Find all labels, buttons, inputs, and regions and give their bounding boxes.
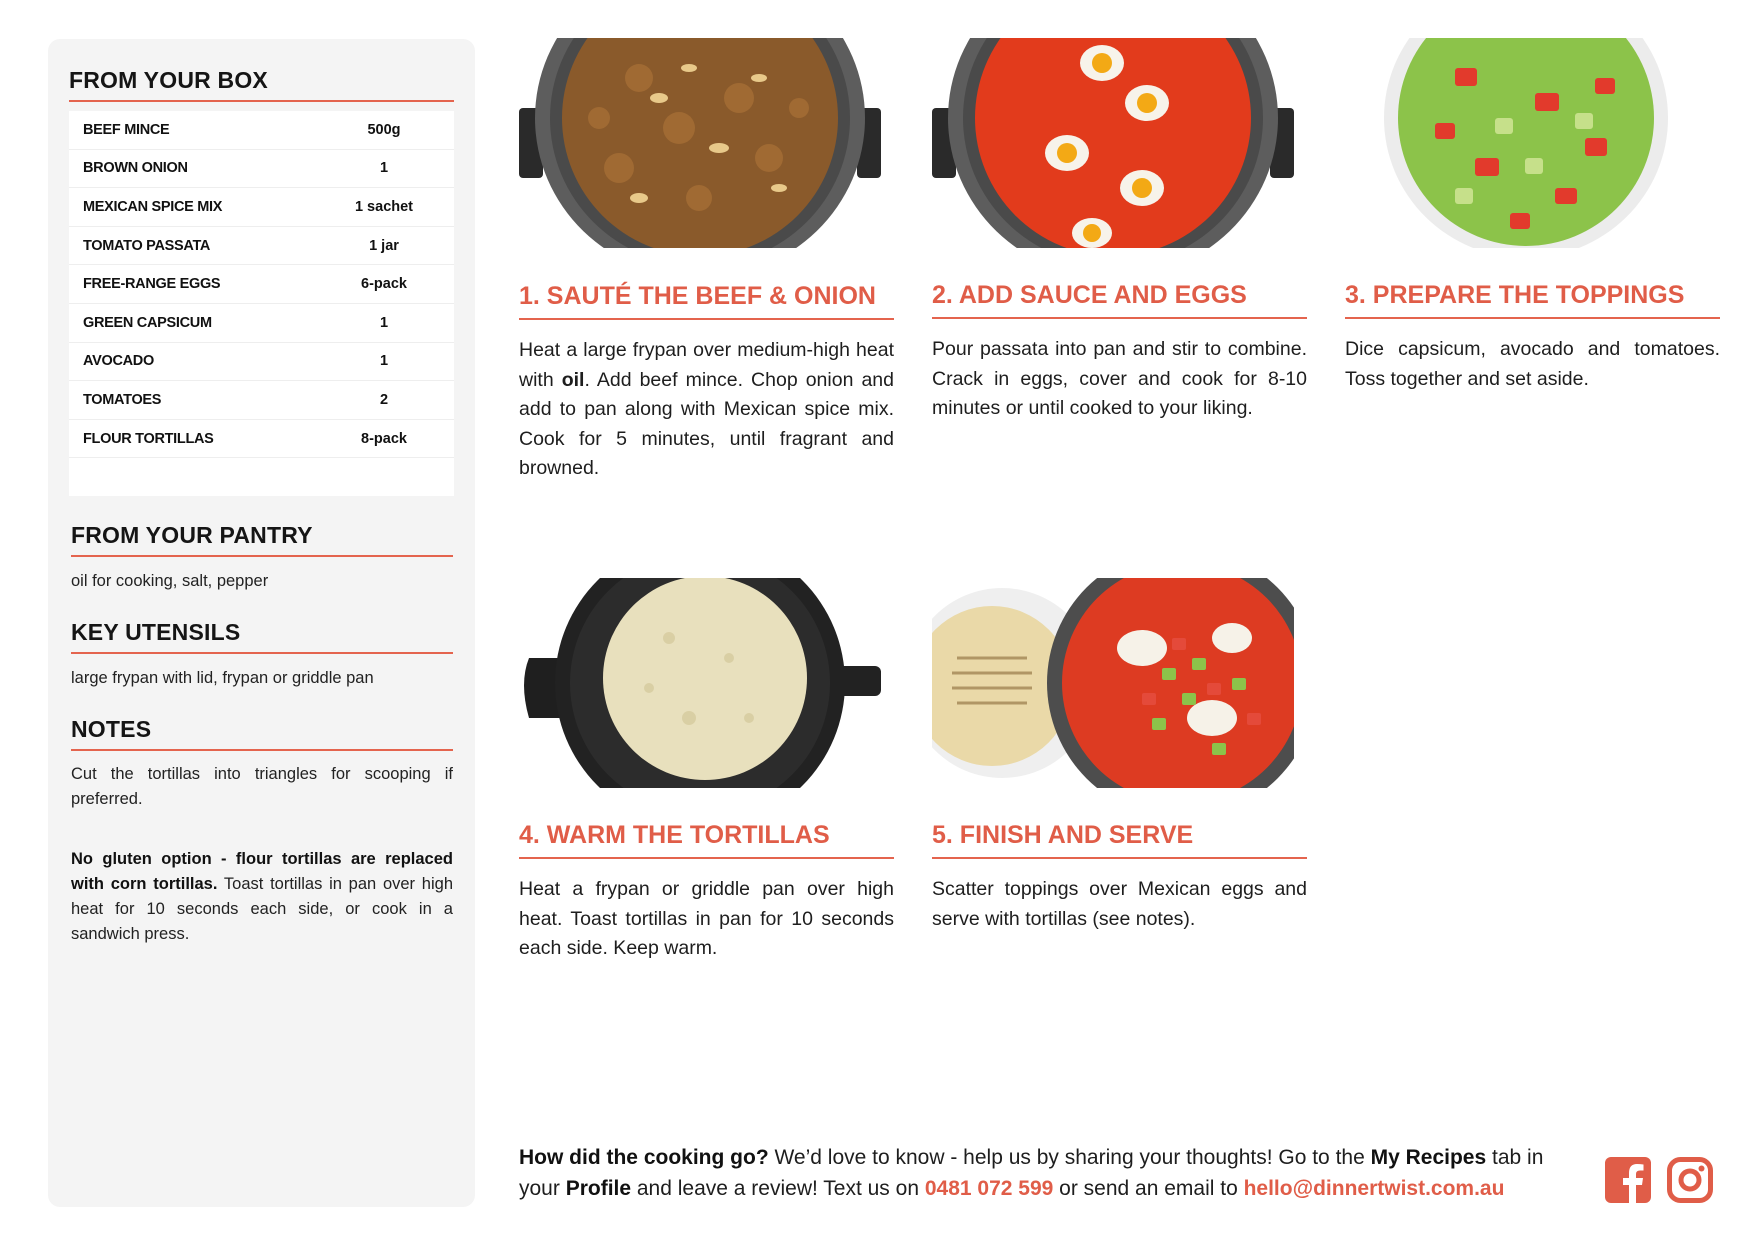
ingredient-name: MEXICAN SPICE MIX	[83, 198, 223, 215]
phone-link[interactable]: 0481 072 599	[924, 1177, 1054, 1200]
step-4-text: Heat a frypan or griddle pan over high heat. Toast tortillas in pan for 10 seconds each side. Keep warm.	[519, 878, 894, 959]
profile-link[interactable]: Profile	[565, 1177, 632, 1200]
table-row	[69, 343, 454, 382]
step-2-photo	[932, 38, 1294, 248]
step-4-photo	[519, 578, 881, 788]
footer-text-1: We’d love to know - help us by sharing your thoughts! Go to the	[768, 1146, 1371, 1169]
ingredient-qty: 6-pack	[361, 276, 407, 293]
notes-paragraph-1: Cut the tortillas into triangles for scooping if preferred.	[71, 765, 453, 808]
notes-rest: Toast tortillas in pan over high heat for 10 seconds each side, or cook in a sandwich press.	[71, 875, 453, 943]
step-3-photo	[1345, 38, 1707, 248]
footer-text-2: tab in your	[519, 1146, 1544, 1200]
table-row	[69, 381, 454, 420]
step-2-title: 2. ADD SAUCE AND EGGS	[932, 281, 1307, 319]
step-2-text: Pour passata into pan and stir to combine. Crack in eggs, cover and cook for 8-10 minutes or until cooked to your liking.	[932, 338, 1307, 419]
table-row	[69, 111, 454, 150]
utensils-title: KEY UTENSILS	[71, 619, 453, 654]
pantry-text: oil for cooking, salt, pepper	[71, 572, 269, 590]
ingredient-name: BEEF MINCE	[83, 121, 170, 138]
ingredients-table	[69, 111, 454, 496]
facebook-icon[interactable]	[1605, 1157, 1651, 1203]
ingredient-name: FLOUR TORTILLAS	[83, 430, 214, 447]
step-1-text-a: Heat a large frypan over medium-high heat with	[519, 339, 894, 391]
ingredient-name: BROWN ONION	[83, 160, 188, 177]
step-5-photo	[932, 578, 1294, 788]
ingredient-qty: 500g	[367, 121, 401, 138]
table-row	[69, 420, 454, 459]
step-5-title: 5. FINISH AND SERVE	[932, 821, 1307, 859]
step-1-text	[519, 336, 894, 484]
footer-text-3: and leave a review! Text us on	[631, 1177, 925, 1200]
ingredient-qty: 1	[379, 353, 389, 370]
notes-bold: No gluten option - flour tortillas are replaced with corn tortillas.	[71, 850, 453, 893]
my-recipes-link[interactable]: My Recipes	[1370, 1146, 1487, 1169]
ingredient-qty: 1 sachet	[354, 198, 414, 215]
ingredient-qty: 2	[379, 391, 389, 408]
table-row	[69, 150, 454, 189]
table-row	[69, 188, 454, 227]
step-3-title: 3. PREPARE THE TOPPINGS	[1345, 281, 1720, 319]
step-4-title: 4. WARM THE TORTILLAS	[519, 821, 894, 859]
footer-question: How did the cooking go?	[519, 1146, 769, 1169]
table-row	[69, 304, 454, 343]
ingredient-qty: 1	[379, 160, 389, 177]
notes-paragraph-2	[71, 847, 453, 947]
step-5-text: Scatter toppings over Mexican eggs and serve with tortillas (see notes).	[932, 878, 1307, 930]
step-3-text: Dice capsicum, avocado and tomatoes. Toss together and set aside.	[1345, 338, 1720, 390]
footer-text-4: or send an email to	[1053, 1177, 1244, 1200]
table-row	[69, 265, 454, 304]
email-link[interactable]: hello@dinnertwist.com.au	[1243, 1177, 1505, 1200]
table-row	[69, 227, 454, 266]
step-1-photo	[519, 38, 881, 248]
ingredient-name: AVOCADO	[83, 353, 154, 370]
ingredient-qty: 8-pack	[361, 430, 407, 447]
ingredient-qty: 1	[379, 314, 389, 331]
step-1-text-b: . Add beef mince. Chop onion and add to pan along with Mexican spice mix. Cook for 5 minutes, until fragrant and browned.	[519, 368, 894, 479]
ingredient-name: TOMATO PASSATA	[83, 237, 211, 254]
instagram-icon[interactable]	[1667, 1157, 1713, 1203]
ingredient-name: FREE-RANGE EGGS	[83, 276, 221, 293]
step-1-text-bold: oil	[561, 368, 585, 391]
feedback-footer	[519, 1142, 1579, 1204]
ingredient-name: TOMATOES	[83, 391, 162, 408]
ingredients-sidebar	[48, 39, 475, 1207]
pantry-title: FROM YOUR PANTRY	[71, 522, 453, 557]
ingredient-qty: 1 jar	[369, 237, 399, 254]
from-your-box-title: FROM YOUR BOX	[69, 67, 454, 102]
utensils-text: large frypan with lid, frypan or griddle pan	[71, 669, 374, 687]
ingredient-name: GREEN CAPSICUM	[83, 314, 212, 331]
step-1-title: 1. SAUTÉ THE BEEF & ONION	[519, 282, 894, 320]
notes-title: NOTES	[71, 716, 453, 751]
